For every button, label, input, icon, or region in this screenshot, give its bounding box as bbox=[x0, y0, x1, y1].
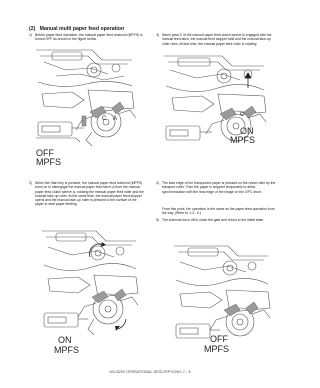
section-title bbox=[29, 26, 124, 32]
step-5 bbox=[156, 218, 276, 227]
section-title-text: Manual multi paper feed operation bbox=[39, 26, 125, 32]
page-footer: MX-B200 OPERATIONAL DESCRIPTIONS 7 - 6 bbox=[109, 370, 191, 374]
step-text: When the Start key is pressed, the manual paper feed solenoid (MPFS) turns on to disengage the manual paper feed latch. A from the manual paper feed clutch sleeve is, rotating the manual paper feed roller and the manual take-up roller. At the same time, the manual paper feed stopper opens and the manual take-up roller is pressed to the surface of the paper to start paper feeding. bbox=[35, 181, 144, 207]
step-number: 4) bbox=[156, 181, 160, 185]
step-text: From this point, the operation is the same as the paper feed operation from the tray. (Refer to 1-3 - 6.) bbox=[162, 207, 275, 216]
section-number: (2) bbox=[29, 26, 36, 32]
step-text: When pawl C of the manual paper feed clutch sleeve is engaged with the manual feed latch, the manual feed stopper falls and the manual take-up roller rises. At that time, the manual paper feed roller is rotating. bbox=[162, 33, 272, 46]
pawl-c-label: C bbox=[102, 116, 107, 122]
figure-4-solenoid-off bbox=[170, 240, 274, 360]
step-number: 1) bbox=[29, 33, 33, 37]
figure-1-solenoid-off bbox=[32, 46, 142, 166]
step-text: Before paper feed operation, the manual paper feed solenoid (MPFS) is turned OFF as shown in the figure below. bbox=[35, 33, 143, 42]
state-label: ON bbox=[58, 335, 72, 345]
step-number: 5) bbox=[156, 218, 160, 222]
step-number: 3) bbox=[156, 33, 160, 37]
step-1 bbox=[29, 33, 145, 43]
step-3 bbox=[156, 33, 276, 49]
step-number: 2) bbox=[29, 181, 33, 185]
state-label: OFF bbox=[210, 334, 228, 344]
pawl-c-label: C bbox=[240, 112, 245, 118]
state-label: ON bbox=[240, 126, 254, 136]
step-text: The lead edge of the transported paper is pressed on the resist roller by the transport roller. Then the paper is stopped temporarily to allow synchronization with the lead edge of the image on the OPC drum. bbox=[162, 181, 276, 194]
solenoid-label: MPFS bbox=[230, 135, 256, 145]
state-label: OFF bbox=[36, 148, 54, 158]
step-text: The solenoid turns off to close the gate and return to the initial state. bbox=[162, 218, 265, 222]
step-4-continued bbox=[156, 207, 276, 216]
step-4 bbox=[156, 181, 276, 205]
solenoid-label: MPFS bbox=[54, 345, 80, 355]
figure-3-solenoid-on bbox=[160, 52, 272, 160]
figure-2-solenoid-on bbox=[38, 225, 142, 360]
pawl-a-label: A bbox=[113, 116, 118, 122]
solenoid-label: MPFS bbox=[204, 344, 230, 354]
solenoid-label: MPFS bbox=[36, 157, 62, 167]
step-2 bbox=[29, 181, 145, 221]
